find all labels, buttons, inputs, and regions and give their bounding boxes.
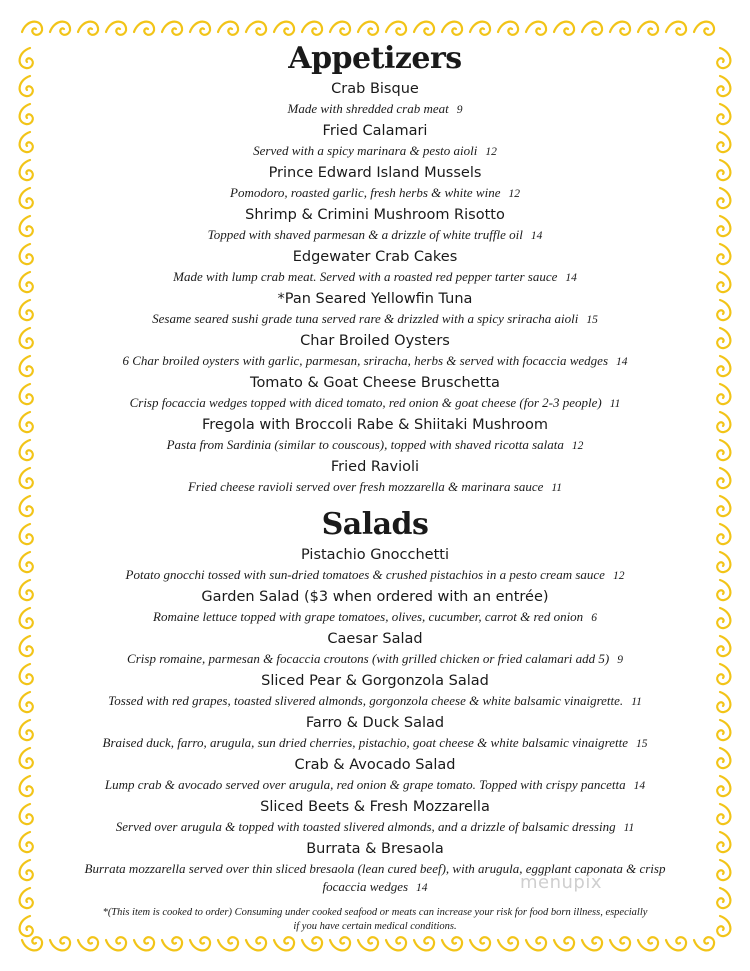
item-description	[62, 650, 688, 670]
item-description	[62, 734, 688, 754]
item-price: 11	[623, 821, 635, 834]
item-description-text: 6 Char broiled oysters with garlic, parmesan, sriracha, herbs & served with focaccia wedges	[122, 353, 609, 368]
item-description-text: Braised duck, farro, arugula, sun dried cherries, pistachio, goat cheese & white balsamic vinaigrette	[102, 734, 628, 750]
item-description	[62, 692, 688, 712]
item-description	[62, 142, 688, 162]
footnote: *(This item is cooked to order) Consuming under cooked seafood or meats can increase your risk for food born illness, especially if you have certain medical conditions.	[102, 906, 648, 932]
menu-item	[62, 204, 688, 246]
menu-item	[62, 712, 688, 754]
menu-item	[62, 586, 688, 628]
menu-item	[62, 754, 688, 796]
item-name: Sliced Beets & Fresh Mozzarella	[260, 798, 490, 815]
item-description-text: Topped with shaved parmesan & a drizzle of white truffle oil	[207, 227, 523, 242]
menu-item	[62, 78, 688, 120]
menu-item	[62, 288, 688, 330]
item-name: Fried Calamari	[322, 123, 428, 139]
item-description-text: Lump crab & avocado served over arugula, red onion & grape tomato. Topped with crispy pancetta	[104, 776, 626, 792]
item-description	[62, 776, 688, 796]
menu-item	[62, 670, 688, 712]
item-description	[62, 818, 688, 838]
item-description-text: Pasta from Sardinia (similar to couscous), topped with shaved ricotta salata	[166, 437, 564, 452]
menu-item	[62, 330, 688, 372]
menu-item	[62, 796, 688, 838]
item-description-text: Made with shredded crab meat	[287, 101, 449, 116]
item-name: Fregola with Broccoli Rabe & Shiitaki Mushroom	[201, 417, 549, 433]
item-description-text: Fried cheese ravioli served over fresh mozzarella & marinara sauce	[187, 479, 544, 494]
item-price: 14	[565, 272, 577, 284]
item-price: 15	[586, 314, 598, 326]
item-name: Char Broiled Oysters	[300, 333, 450, 349]
item-price: 11	[609, 398, 621, 410]
menu-item	[62, 372, 688, 414]
item-price: 11	[631, 695, 642, 708]
item-name: *Pan Seared Yellowfin Tuna	[277, 291, 473, 307]
item-description	[62, 566, 688, 586]
item-price: 14	[416, 882, 428, 894]
item-description-text: Crisp focaccia wedges topped with diced tomato, red onion & goat cheese (for 2-3 people)	[129, 395, 602, 410]
item-name: Garden Salad ($3 when ordered with an entrée)	[201, 588, 549, 605]
item-name: Pistachio Gnocchetti	[300, 546, 449, 563]
item-name: Farro & Duck Salad	[305, 714, 445, 731]
item-description-text: Served with a spicy marinara & pesto aioli	[253, 143, 478, 158]
menu-item	[62, 162, 688, 204]
item-description-text: Potato gnocchi tossed with sun-dried tomatoes & crushed pistachios in a pesto cream sauce	[125, 566, 605, 582]
item-name: Fried Ravioli	[330, 459, 420, 475]
item-price: 12	[485, 146, 497, 158]
item-description	[62, 478, 688, 498]
item-price: 6	[591, 611, 597, 624]
item-price: 15	[635, 737, 648, 750]
item-name: Shrimp & Crimini Mushroom Risotto	[245, 207, 505, 223]
item-price: 14	[616, 356, 628, 368]
item-name: Caesar Salad	[327, 630, 423, 647]
salads-list	[62, 544, 688, 898]
item-description	[62, 394, 688, 414]
watermark: menupix	[520, 872, 603, 893]
item-description	[62, 100, 688, 120]
item-price: 12	[612, 569, 625, 582]
item-description-text: Made with lump crab meat. Served with a roasted red pepper tarter sauce	[173, 269, 558, 284]
item-description-text: Romaine lettuce topped with grape tomatoes, olives, cucumber, carrot & red onion	[153, 608, 584, 624]
menu-item	[62, 246, 688, 288]
item-description-text: Tossed with red grapes, toasted slivered almonds, gorgonzola cheese & white balsamic vinaigrette.	[108, 692, 624, 708]
salads-title: Salads	[321, 506, 429, 542]
item-name: Prince Edward Island Mussels	[268, 165, 482, 181]
item-description-text: Burrata mozzarella served over thin sliced bresaola (lean cured beef), with arugula, eggplant caponata & crisp focaccia wedges	[84, 860, 666, 894]
item-description	[62, 436, 688, 456]
item-name: Crab Bisque	[331, 81, 419, 97]
item-description-text: Sesame seared sushi grade tuna served rare & drizzled with a spicy sriracha aioli	[152, 311, 579, 326]
item-description	[62, 226, 688, 246]
item-price: 14	[633, 779, 646, 792]
menu-item	[62, 414, 688, 456]
item-description	[62, 268, 688, 288]
appetizers-list	[62, 78, 688, 498]
menu-item	[62, 456, 688, 498]
item-name: Crab & Avocado Salad	[294, 756, 456, 773]
item-description-text: Served over arugula & topped with toasted slivered almonds, and a drizzle of balsamic dressing	[115, 818, 616, 834]
item-name: Tomato & Goat Cheese Bruschetta	[250, 375, 500, 391]
item-description	[62, 184, 688, 204]
menu-item	[62, 628, 688, 670]
menu-item	[62, 120, 688, 162]
item-price: 9	[456, 104, 463, 116]
item-description	[62, 310, 688, 330]
item-name: Edgewater Crab Cakes	[292, 249, 458, 265]
item-price: 11	[551, 482, 563, 494]
item-description-text: Crisp romaine, parmesan & focaccia croutons (with grilled chicken or fried calamari add 5)	[127, 650, 610, 666]
item-price: 12	[508, 188, 520, 200]
appetizers-title: Appetizers	[288, 41, 462, 76]
item-price: 12	[571, 440, 584, 452]
item-price: 9	[617, 653, 623, 666]
item-name: Sliced Pear & Gorgonzola Salad	[261, 672, 489, 689]
item-description	[62, 352, 688, 372]
item-description	[62, 608, 688, 628]
item-description-text: Pomodoro, roasted garlic, fresh herbs & white wine	[230, 185, 501, 200]
item-name: Burrata & Bresaola	[306, 840, 444, 857]
menu-content	[62, 40, 688, 944]
menu-item	[62, 544, 688, 586]
item-price: 14	[530, 230, 543, 242]
